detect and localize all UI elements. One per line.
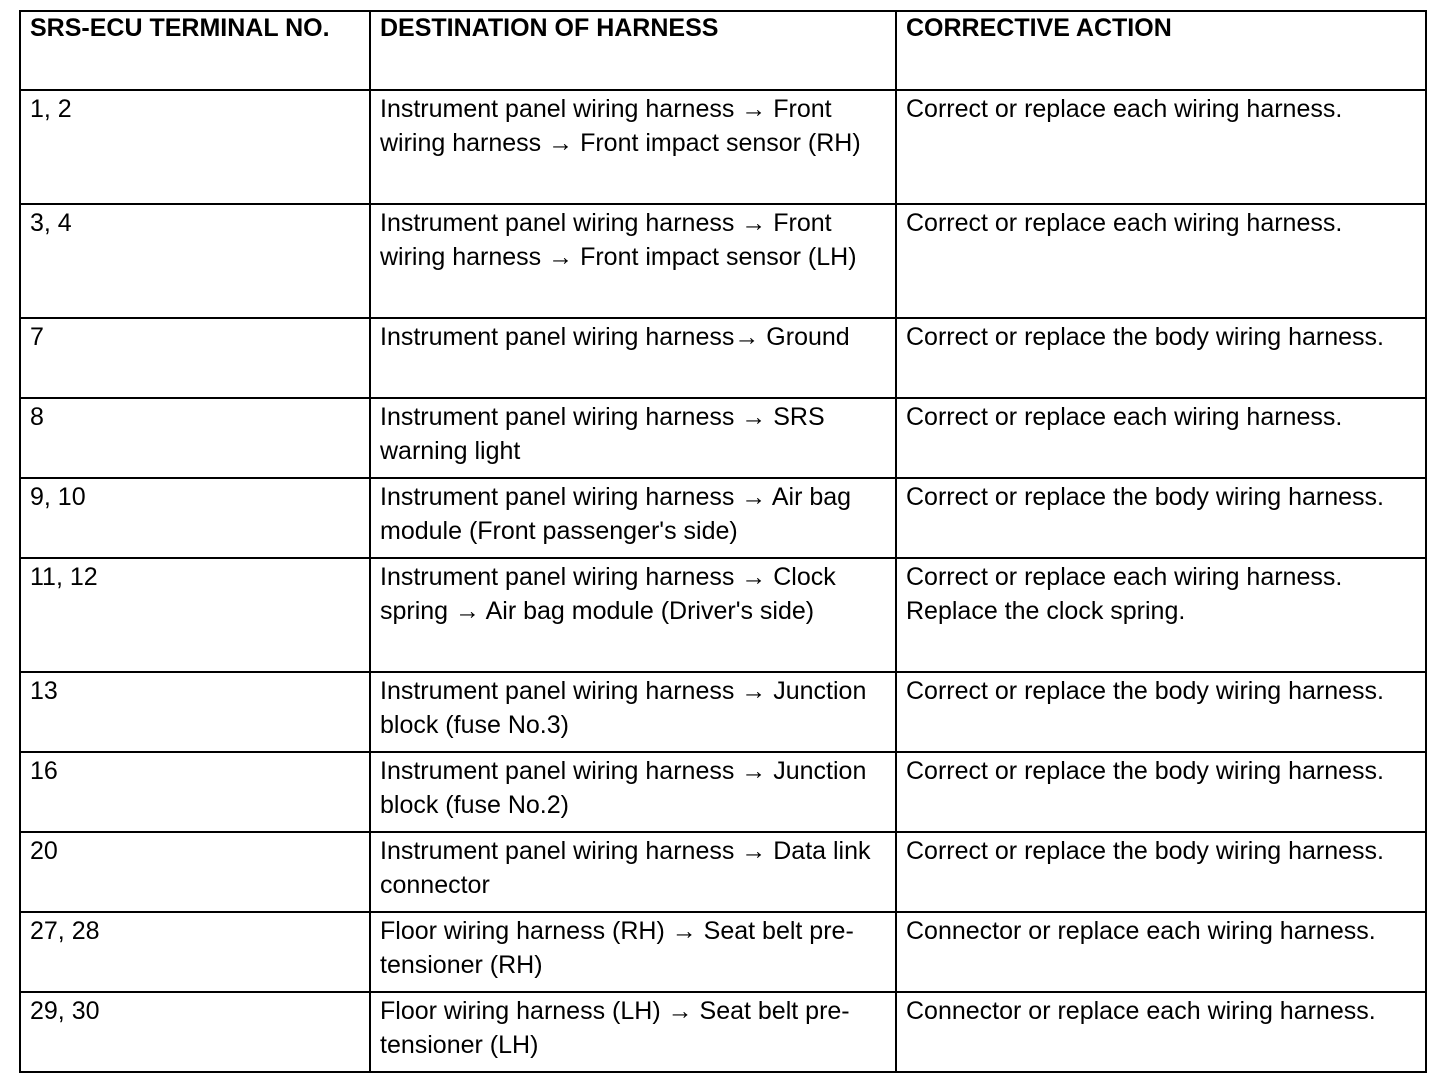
destination-cell: Instrument panel wiring harness → Clock spring → Air bag module (Driver's side) xyxy=(370,558,896,672)
table-row xyxy=(20,752,1426,832)
header-terminal-no: SRS-ECU TERMINAL NO. xyxy=(20,11,370,90)
table-row xyxy=(20,318,1426,398)
destination-cell: Instrument panel wiring harness→ Ground xyxy=(370,318,896,398)
action-cell: Correct or replace the body wiring harness. xyxy=(896,832,1426,912)
action-cell: Correct or replace the body wiring harness. xyxy=(896,672,1426,752)
action-cell: Correct or replace each wiring harness. Replace the clock spring. xyxy=(896,558,1426,672)
header-destination: DESTINATION OF HARNESS xyxy=(370,11,896,90)
action-cell: Correct or replace each wiring harness. xyxy=(896,204,1426,318)
header-row xyxy=(20,11,1426,90)
terminal-cell: 9, 10 xyxy=(20,478,370,558)
destination-cell: Floor wiring harness (LH) → Seat belt pre-tensioner (LH) xyxy=(370,992,896,1072)
destination-cell: Instrument panel wiring harness → Air bag module (Front passenger's side) xyxy=(370,478,896,558)
destination-cell: Instrument panel wiring harness → Junction block (fuse No.2) xyxy=(370,752,896,832)
table-row xyxy=(20,992,1426,1072)
table-row xyxy=(20,832,1426,912)
action-cell: Correct or replace the body wiring harness. xyxy=(896,478,1426,558)
action-cell: Correct or replace the body wiring harness. xyxy=(896,318,1426,398)
terminal-cell: 1, 2 xyxy=(20,90,370,204)
action-cell: Correct or replace each wiring harness. xyxy=(896,90,1426,204)
harness-table-container xyxy=(19,10,1425,1073)
table-body xyxy=(20,90,1426,1072)
terminal-cell: 29, 30 xyxy=(20,992,370,1072)
table-header xyxy=(20,11,1426,90)
action-cell: Connector or replace each wiring harness. xyxy=(896,992,1426,1072)
terminal-cell: 27, 28 xyxy=(20,912,370,992)
terminal-cell: 3, 4 xyxy=(20,204,370,318)
action-cell: Correct or replace each wiring harness. xyxy=(896,398,1426,478)
table-row xyxy=(20,558,1426,672)
terminal-cell: 11, 12 xyxy=(20,558,370,672)
destination-cell: Instrument panel wiring harness → Data link connector xyxy=(370,832,896,912)
terminal-cell: 8 xyxy=(20,398,370,478)
terminal-cell: 20 xyxy=(20,832,370,912)
destination-cell: Instrument panel wiring harness → Junction block (fuse No.3) xyxy=(370,672,896,752)
header-corrective-action: CORRECTIVE ACTION xyxy=(896,11,1426,90)
destination-cell: Instrument panel wiring harness → Front wiring harness → Front impact sensor (RH) xyxy=(370,90,896,204)
harness-table xyxy=(19,10,1427,1073)
table-row xyxy=(20,478,1426,558)
terminal-cell: 16 xyxy=(20,752,370,832)
table-row xyxy=(20,204,1426,318)
destination-cell: Instrument panel wiring harness → SRS warning light xyxy=(370,398,896,478)
table-row xyxy=(20,398,1426,478)
terminal-cell: 7 xyxy=(20,318,370,398)
table-row xyxy=(20,672,1426,752)
terminal-cell: 13 xyxy=(20,672,370,752)
destination-cell: Floor wiring harness (RH) → Seat belt pre-tensioner (RH) xyxy=(370,912,896,992)
table-row xyxy=(20,90,1426,204)
table-row xyxy=(20,912,1426,992)
destination-cell: Instrument panel wiring harness → Front wiring harness → Front impact sensor (LH) xyxy=(370,204,896,318)
action-cell: Connector or replace each wiring harness. xyxy=(896,912,1426,992)
action-cell: Correct or replace the body wiring harness. xyxy=(896,752,1426,832)
